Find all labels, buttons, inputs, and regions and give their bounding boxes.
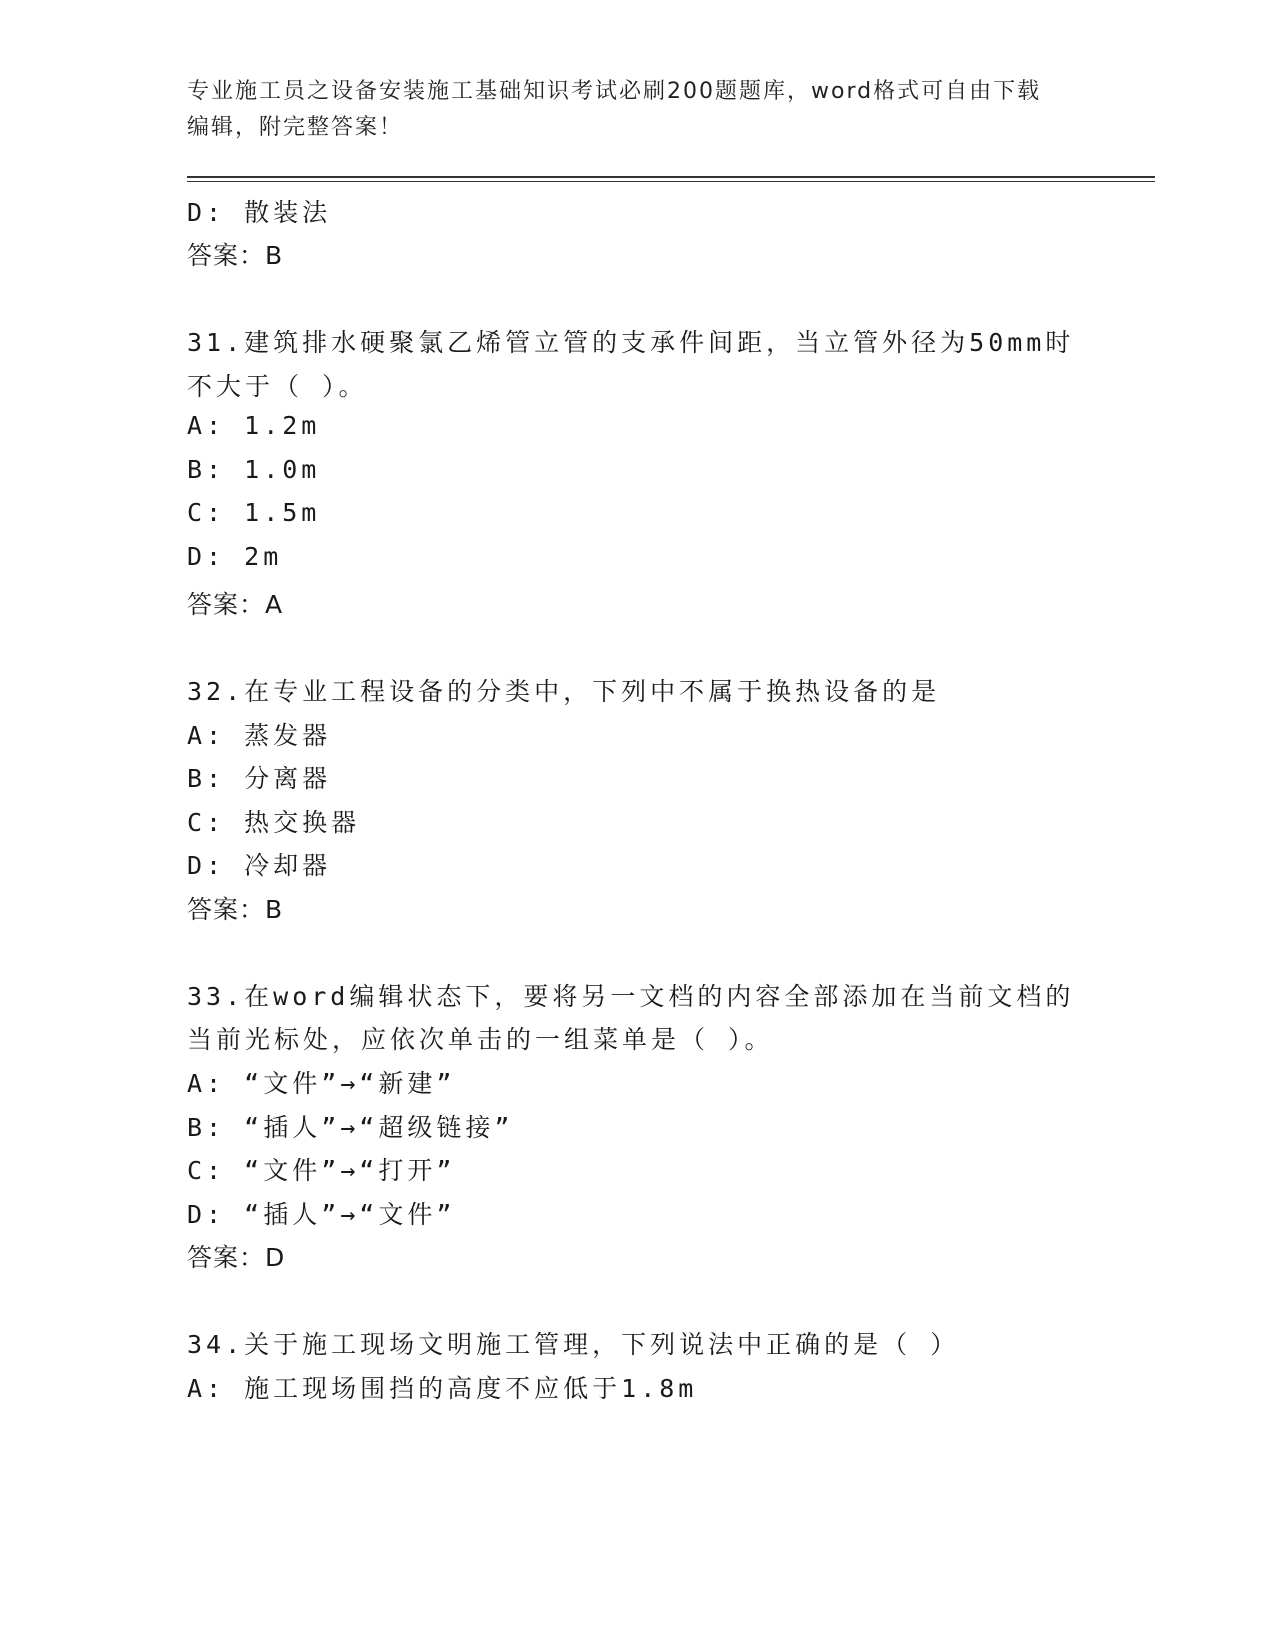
q32-option-c: C: 热交换器: [187, 808, 361, 837]
header-divider-thick: [187, 176, 1155, 178]
q31-option-b: B: 1.0m: [187, 455, 321, 484]
q30-option-d: D: 散装法: [187, 198, 332, 227]
document-header: [187, 74, 1087, 146]
q33-option-d: D: “插人”→“文件”: [187, 1200, 456, 1229]
q33-option-b: B: “插人”→“超级链接”: [187, 1113, 514, 1142]
header-line-1: 专业施工员之设备安装施工基础知识考试必刷200题题库，word格式可自由下载: [187, 79, 1042, 104]
header-line-2: 编辑，附完整答案！: [187, 115, 404, 140]
q32-stem: 32.在专业工程设备的分类中，下列中不属于换热设备的是: [187, 677, 941, 706]
q33-stem-line-2: 当前光标处，应依次单击的一组菜单是（ ）。: [187, 1025, 774, 1054]
q33-option-c: C: “文件”→“打开”: [187, 1156, 456, 1185]
q33-stem-line-1: 33.在word编辑状态下，要将另一文档的内容全部添加在当前文档的: [187, 982, 1075, 1011]
q32-answer: 答案：B: [187, 895, 284, 924]
q31-option-d: D: 2m: [187, 542, 283, 571]
q30-answer: 答案：B: [187, 241, 284, 270]
q31-option-c: C: 1.5m: [187, 498, 321, 527]
q34-stem: 34.关于施工现场文明施工管理，下列说法中正确的是（ ）: [187, 1330, 960, 1359]
q31-stem-line-2: 不大于（ ）。: [187, 372, 368, 401]
q34-option-a: A: 施工现场围挡的高度不应低于1.8m: [187, 1374, 698, 1403]
q32-option-a: A: 蒸发器: [187, 721, 332, 750]
q33-answer: 答案：D: [187, 1243, 286, 1272]
q32-option-b: B: 分离器: [187, 764, 332, 793]
q32-option-d: D: 冷却器: [187, 851, 332, 880]
q31-option-a: A: 1.2m: [187, 411, 321, 440]
q31-answer: 答案：A: [187, 590, 284, 619]
q33-option-a: A: “文件”→“新建”: [187, 1069, 456, 1098]
header-divider-thin: [187, 181, 1155, 182]
q31-stem-line-1: 31.建筑排水硬聚氯乙烯管立管的支承件间距，当立管外径为50mm时: [187, 328, 1075, 357]
